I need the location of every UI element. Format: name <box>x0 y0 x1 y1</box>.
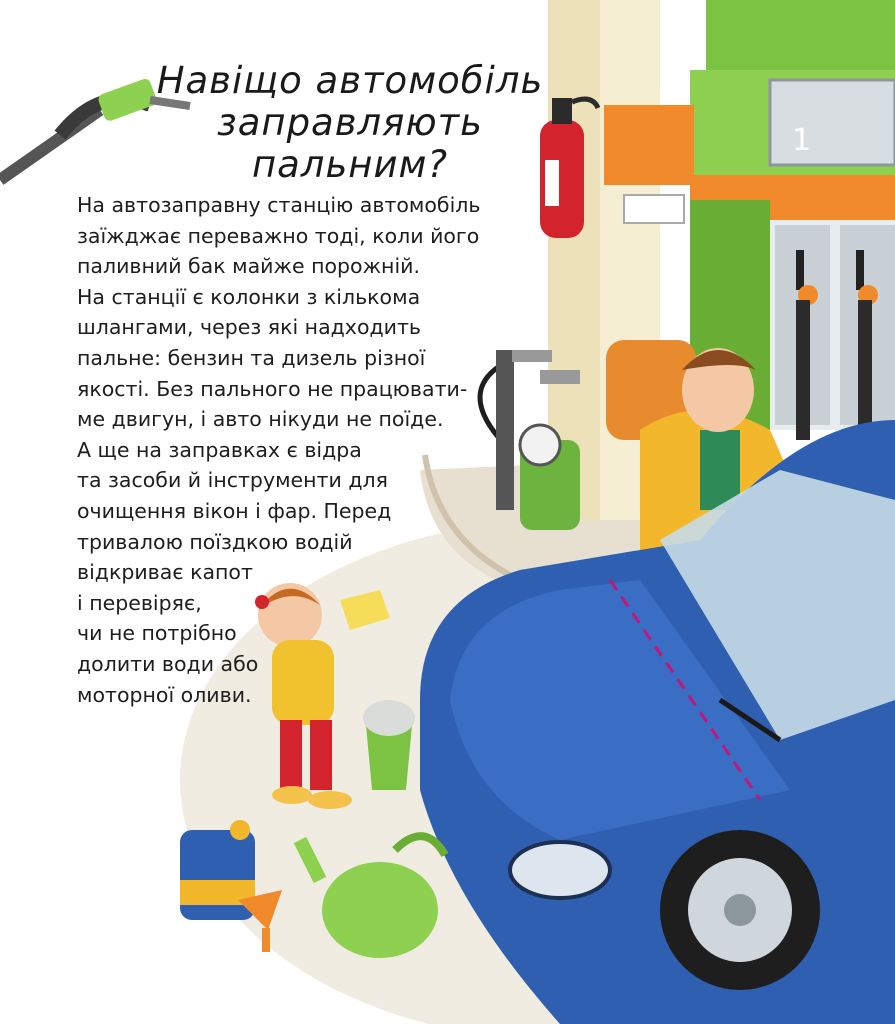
title-line: пальним? <box>251 143 449 186</box>
body-line: моторної оливи. <box>77 682 252 707</box>
body-line: ме двигун, і авто нікуди не поїде. <box>77 407 444 432</box>
body-line: відкриває капот <box>77 560 253 585</box>
body-line: шлангами, через які надходить <box>77 315 422 340</box>
body-line: На станції є колонки з кількома <box>77 284 421 309</box>
body-line: якості. Без пального не працювати- <box>77 376 468 401</box>
body-line: заїжджає переважно тоді, коли його <box>77 223 480 248</box>
title-line: заправляють <box>217 101 483 144</box>
body-paragraph <box>77 190 480 710</box>
pump-number: 1 <box>792 123 812 158</box>
body-line: чи не потрібно <box>77 621 237 646</box>
body-line: очищення вікон і фар. Перед <box>77 498 392 523</box>
bucket <box>363 700 415 790</box>
body-line: паливний бак майже порожній. <box>77 254 420 279</box>
body-line: та засоби й інструменти для <box>77 468 388 493</box>
title-line: Навіщо автомобіль <box>156 59 544 102</box>
body-line: На автозаправну станцію автомобіль <box>77 193 481 217</box>
body-line: долити води або <box>77 651 259 676</box>
page-title <box>150 60 550 186</box>
body-line: тривалою поїздкою водій <box>77 529 353 554</box>
body-line: пальне: бензин та дизель різної <box>77 345 426 370</box>
body-line: і перевіряє, <box>77 590 202 615</box>
body-line: А ще на заправках є відра <box>77 437 362 462</box>
